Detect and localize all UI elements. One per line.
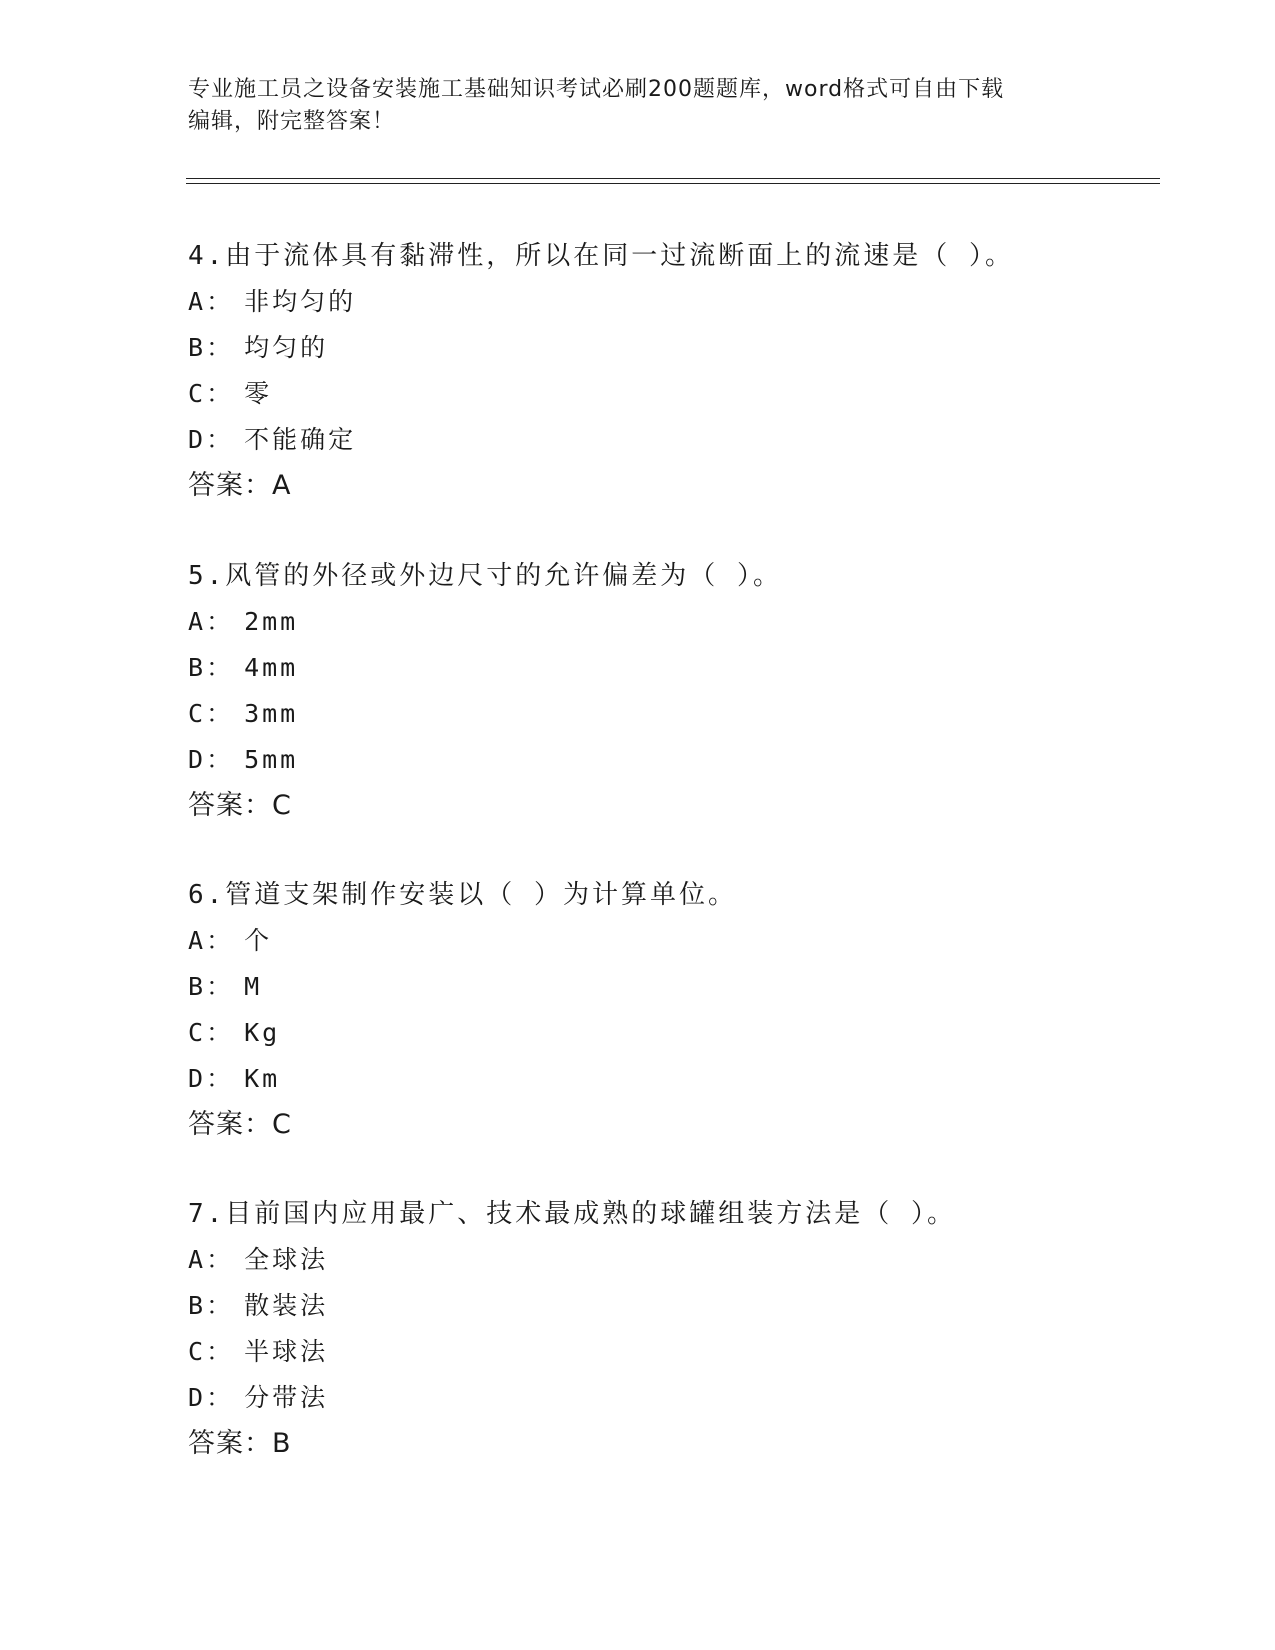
option-b: [188, 1283, 1148, 1329]
option-text: 分带法: [244, 1383, 329, 1412]
option-letter: A: [188, 607, 207, 636]
answer-line: [188, 1102, 1148, 1148]
question-stem: 5.风管的外径或外边尺寸的允许偏差为（ ）。: [188, 561, 782, 591]
question-4: [188, 233, 1148, 509]
option-separator: ：: [206, 607, 235, 636]
question-6: [188, 872, 1148, 1148]
option-letter: D: [188, 425, 207, 454]
option-letter: D: [188, 1383, 207, 1412]
answer-label: 答案：: [188, 1428, 272, 1459]
option-text: 散装法: [244, 1291, 329, 1320]
option-separator: ：: [206, 926, 235, 955]
option-b: [188, 325, 1148, 371]
answer-label: 答案：: [188, 790, 272, 821]
option-letter: A: [188, 926, 207, 955]
option-text: 不能确定: [244, 425, 357, 454]
question-5: [188, 553, 1148, 829]
option-separator: ：: [206, 1337, 235, 1366]
question-stem: 7.目前国内应用最广、技术最成熟的球罐组装方法是（ ）。: [188, 1199, 956, 1229]
option-letter: D: [188, 745, 207, 774]
option-separator: ：: [206, 699, 235, 728]
question-7: [188, 1191, 1148, 1467]
option-a: [188, 599, 1148, 645]
option-text: 非均匀的: [244, 287, 357, 316]
question-stem: 4.由于流体具有黏滞性，所以在同一过流断面上的流速是（ ）。: [188, 241, 1014, 271]
option-separator: ：: [206, 653, 235, 682]
answer-value: C: [272, 1109, 292, 1140]
header-rule-top: [186, 178, 1160, 179]
header-line-1: 专业施工员之设备安装施工基础知识考试必刷200题题库，word格式可自由下载: [188, 77, 1005, 102]
option-separator: ：: [206, 745, 235, 774]
option-c: [188, 691, 1148, 737]
option-separator: ：: [206, 1064, 235, 1093]
option-separator: ：: [206, 972, 235, 1001]
option-letter: C: [188, 1018, 207, 1047]
option-separator: ：: [206, 1245, 235, 1274]
option-text: 5mm: [244, 745, 299, 774]
option-separator: ：: [206, 1018, 235, 1047]
option-c: [188, 1010, 1148, 1056]
option-text: 2mm: [244, 607, 299, 636]
option-text: Km: [244, 1064, 281, 1093]
option-text: 零: [244, 379, 273, 408]
option-letter: B: [188, 333, 207, 362]
question-stem: 6.管道支架制作安装以（ ）为计算单位。: [188, 880, 737, 910]
answer-value: B: [272, 1428, 292, 1459]
option-text: Kg: [244, 1018, 281, 1047]
answer-label: 答案：: [188, 1109, 272, 1140]
answer-line: [188, 1421, 1148, 1467]
option-letter: C: [188, 1337, 207, 1366]
option-text: 4mm: [244, 653, 299, 682]
option-separator: ：: [206, 333, 235, 362]
option-letter: B: [188, 653, 207, 682]
answer-value: A: [272, 470, 292, 501]
option-d: [188, 417, 1148, 463]
option-b: [188, 964, 1148, 1010]
option-separator: ：: [206, 1291, 235, 1320]
header-rule-bottom: [186, 183, 1160, 184]
option-separator: ：: [206, 287, 235, 316]
option-text: 3mm: [244, 699, 299, 728]
option-d: [188, 1375, 1148, 1421]
option-d: [188, 737, 1148, 783]
option-separator: ：: [206, 379, 235, 408]
option-text: M: [244, 972, 263, 1001]
option-separator: ：: [206, 1383, 235, 1412]
option-letter: A: [188, 287, 207, 316]
option-text: 个: [244, 926, 273, 955]
answer-line: [188, 463, 1148, 509]
option-text: 全球法: [244, 1245, 329, 1274]
answer-line: [188, 783, 1148, 829]
option-b: [188, 645, 1148, 691]
document-header: [188, 74, 1088, 138]
answer-label: 答案：: [188, 470, 272, 501]
option-text: 均匀的: [244, 333, 329, 362]
option-letter: C: [188, 699, 207, 728]
option-letter: A: [188, 1245, 207, 1274]
header-line-2: 编辑，附完整答案！: [188, 109, 396, 134]
option-c: [188, 371, 1148, 417]
option-a: [188, 918, 1148, 964]
option-c: [188, 1329, 1148, 1375]
option-letter: B: [188, 1291, 207, 1320]
option-d: [188, 1056, 1148, 1102]
option-letter: C: [188, 379, 207, 408]
option-a: [188, 279, 1148, 325]
option-a: [188, 1237, 1148, 1283]
answer-value: C: [272, 790, 292, 821]
option-letter: B: [188, 972, 207, 1001]
option-text: 半球法: [244, 1337, 329, 1366]
option-separator: ：: [206, 425, 235, 454]
option-letter: D: [188, 1064, 207, 1093]
